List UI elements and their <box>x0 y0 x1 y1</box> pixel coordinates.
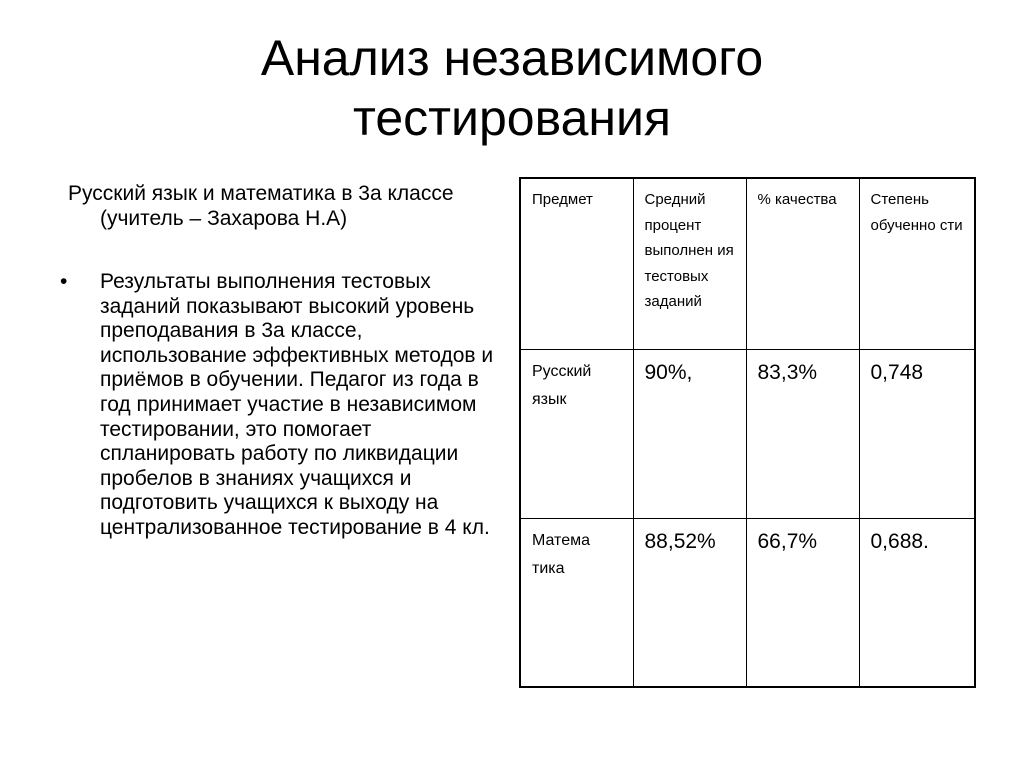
header-cell-avg-percent: Средний процент выполнен ия тестовых заданий <box>633 178 746 349</box>
table-row-math <box>520 518 975 687</box>
cell-subject: Русский язык <box>520 349 633 518</box>
cell-quality: 83,3% <box>746 349 859 518</box>
slide-subtitle: Русский язык и математика в 3а классе (учитель – Захарова Н.А) <box>68 182 454 230</box>
table-row-russian <box>520 349 975 518</box>
header-cell-degree: Степень обученно сти <box>859 178 975 349</box>
cell-avg-percent: 88,52% <box>633 518 746 687</box>
results-table <box>519 177 976 688</box>
slide-title-line-1: Анализ независимого <box>260 30 764 86</box>
header-cell-subject: Предмет <box>520 178 633 349</box>
cell-avg-percent: 90%, <box>633 349 746 518</box>
header-cell-quality: % качества <box>746 178 859 349</box>
cell-subject: Матема тика <box>520 518 633 687</box>
bullet-icon: • <box>60 270 68 293</box>
slide-title-line-2: тестирования <box>352 90 672 146</box>
cell-quality: 66,7% <box>746 518 859 687</box>
bullet-item <box>60 270 510 541</box>
slide-title <box>112 28 912 148</box>
cell-degree: 0,748 <box>859 349 975 518</box>
cell-degree: 0,688. <box>859 518 975 687</box>
table-header-row <box>520 178 975 349</box>
bullet-text: Результаты выполнения тестовых заданий показывают высокий уровень преподавания в 3а классе, использование эффективных методов и приёмов в обучении. Педагог из года в год принимает участие в независимом тестировании, это помогает спланировать работу по ликвидации пробелов в знаниях учащихся и подготовить учащихся к выходу на централизованное тестирование в 4 кл. <box>100 270 494 539</box>
